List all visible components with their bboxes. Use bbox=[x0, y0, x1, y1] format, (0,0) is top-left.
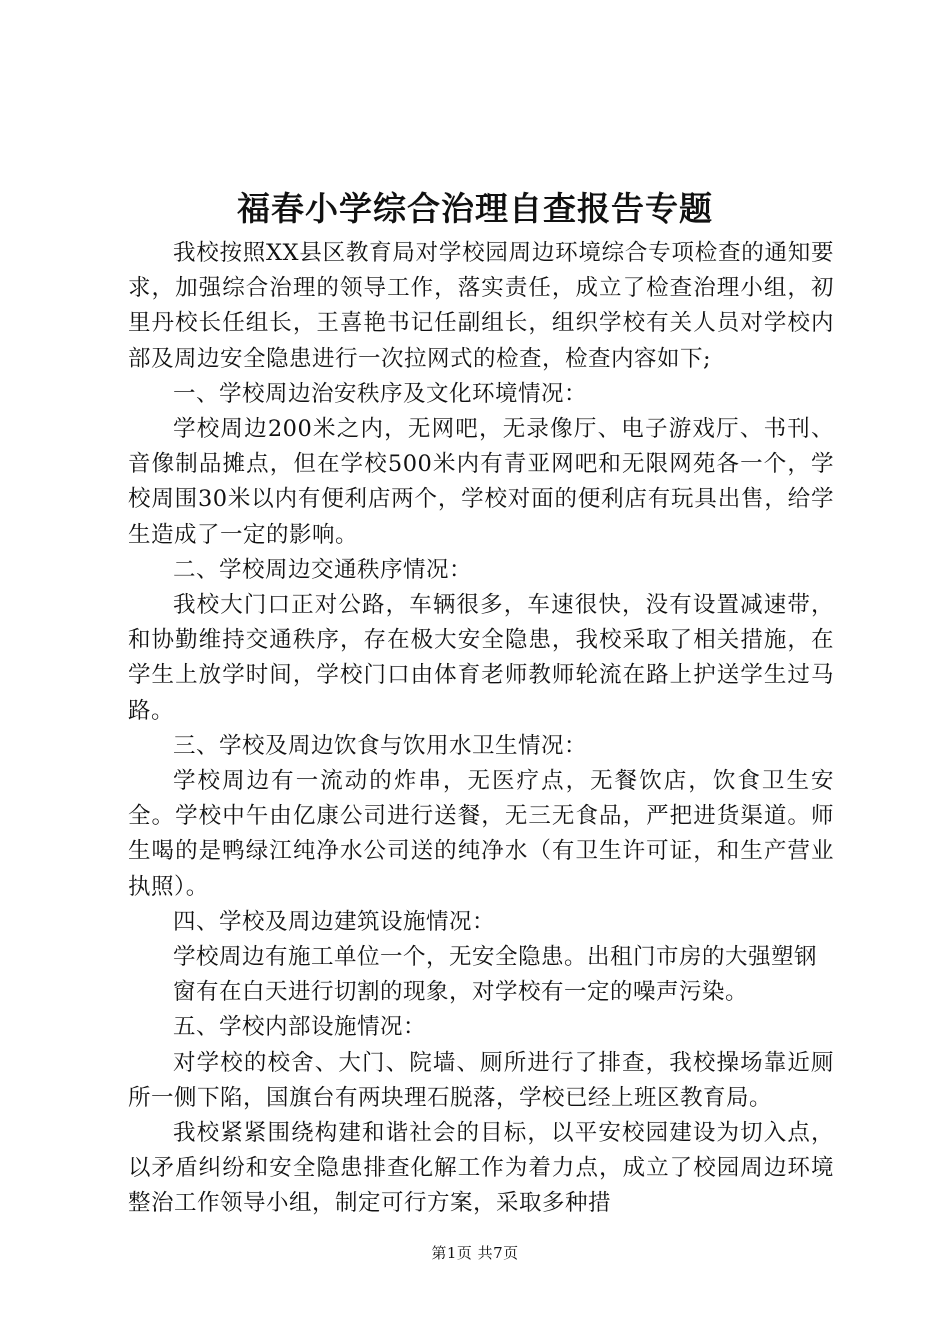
page-footer: 第1页 共7页 bbox=[431, 1244, 519, 1262]
section-heading-1: 一、学校周边治安秩序及文化环境情况： bbox=[173, 380, 588, 407]
paragraph-section-1: 学校周边200米之内，无网吧，无录像厅、电子游戏厅、书刊、音像制品摊点，但在学校500米内有青亚网吧和无限网苑各一个，学校周围30米以内有便利店两个，学校对面的便利店有玩具出售，给学生造成了一定的影响。 bbox=[128, 416, 834, 548]
section-heading-3: 三、学校及周边饮食与饮用水卫生情况： bbox=[173, 732, 588, 759]
paragraph-intro: 我校按照XX县区教育局对学校园周边环境综合专项检查的通知要求，加强综合治理的领导工作，落实责任，成立了检查治理小组，初里丹校长任组长，王喜艳书记任副组长，组织学校有关人员对学校内部及周边安全隐患进行一次拉网式的检查，检查内容如下; bbox=[128, 240, 834, 372]
paragraph-summary: 我校紧紧围绕构建和谐社会的目标，以平安校园建设为切入点，以矛盾纠纷和安全隐患排查化解工作为着力点，成立了校园周边环境整治工作领导小组，制定可行方案，采取多种措 bbox=[128, 1120, 834, 1217]
paragraph-section-5: 对学校的校舍、大门、院墙、厕所进行了排查，我校操场靠近厕所一侧下陷，国旗台有两块理石脱落，学校已经上班区教育局。 bbox=[128, 1049, 834, 1111]
paragraph-section-2: 我校大门口正对公路，车辆很多，车速很快，没有设置减速带，和协勤维持交通秩序，存在极大安全隐患，我校采取了相关措施，在学生上放学时间，学校门口由体育老师教师轮流在路上护送学生过马路。 bbox=[128, 592, 834, 724]
paragraph-section-4a: 学校周边有施工单位一个，无安全隐患。出租门市房的大强塑钢 bbox=[173, 944, 818, 971]
section-heading-2: 二、学校周边交通秩序情况： bbox=[173, 556, 473, 583]
section-heading-5: 五、学校内部设施情况： bbox=[173, 1014, 427, 1041]
document-title: 福春小学综合治理自查报告专题 bbox=[237, 189, 713, 228]
paragraph-section-3: 学校周边有一流动的炸串，无医疗点，无餐饮店，饮食卫生安全。学校中午由亿康公司进行送餐，无三无食品，严把进货渠道。师生喝的是鸭绿江纯净水公司送的纯净水（有卫生许可证，和生产营业执照）。 bbox=[128, 768, 834, 900]
paragraph-section-4b: 窗有在白天进行切割的现象，对学校有一定的噪声污染。 bbox=[173, 979, 749, 1006]
section-heading-4: 四、学校及周边建筑设施情况： bbox=[173, 908, 496, 935]
document-body bbox=[128, 236, 834, 1222]
